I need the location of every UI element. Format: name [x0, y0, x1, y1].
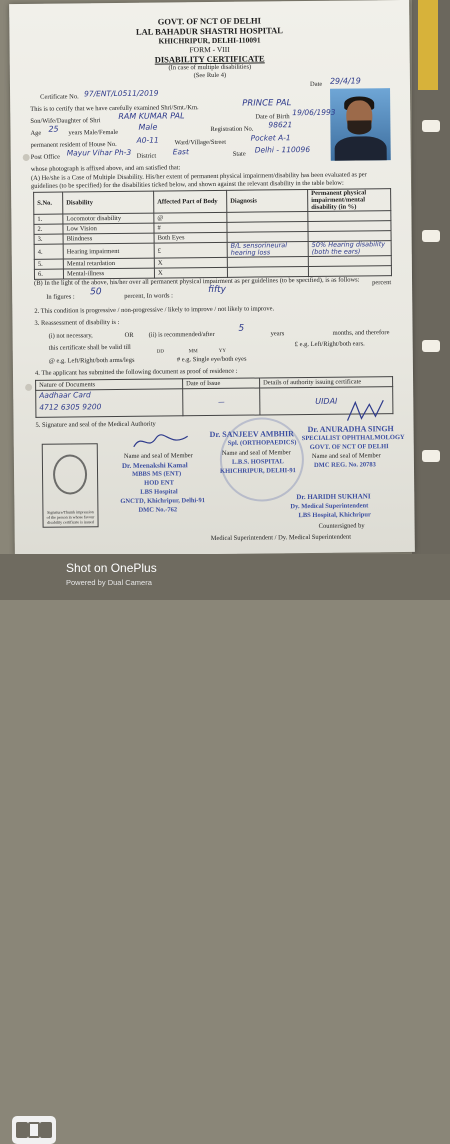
member1-signature [132, 430, 192, 453]
member1-address: GNCTD, Khichripur, Delhi-91 [120, 497, 206, 505]
table-header: Permanent physical impairment/mental disability (in %) [308, 189, 391, 212]
years-label: years [270, 330, 285, 338]
percent-label: percent [372, 279, 392, 287]
superintendent-role: Dy. Medical Superintendent [290, 502, 369, 511]
state-value: Delhi - 110096 [254, 144, 311, 155]
row-disability: Mental retardation [63, 258, 154, 269]
post-office-label: Post Office [30, 153, 61, 161]
clause-3-i: (i) not necessary, [48, 332, 93, 340]
certificate-title: DISABILITY CERTIFICATE [154, 53, 265, 65]
row-body-part: Both Eyes [154, 232, 227, 243]
binder-ring [422, 340, 440, 352]
row-number: 1. [34, 214, 63, 224]
clause-4: 4. The applicant has submitted the following document as proof of residence : [34, 367, 238, 377]
member1-name: Dr. Meenakshi Kamal [121, 461, 188, 470]
member3-speciality: SPECIALIST OPHTHALMOLOGY [301, 433, 405, 443]
signature-heading: 5. Signature and seal of the Medical Authority [35, 420, 156, 429]
hospital-seal [219, 417, 304, 502]
row-disability: Low Vision [63, 223, 154, 234]
disability-certificate [9, 0, 415, 556]
member3-dmc: DMC REG. No. 20783 [313, 461, 376, 469]
row-diagnosis: B/L sensorineural hearing loss [227, 241, 308, 257]
doc-issue-date: — [183, 388, 260, 416]
disability-table [33, 188, 392, 280]
registration-value: 98621 [268, 120, 293, 130]
row-diagnosis [227, 266, 308, 277]
gender-value: Male [138, 122, 158, 132]
state-label: State [232, 150, 246, 158]
hospital-name: LAL BAHADUR SHASTRI HOSPITAL [135, 25, 283, 37]
mm-label: MM [188, 349, 198, 355]
form-number: FORM - VIII [189, 44, 230, 55]
applicant-name: PRINCE PAL [242, 98, 292, 109]
clause-2: 2. This condition is progressive / non-progressive / likely to improve / not likely to improve. [34, 305, 275, 315]
binder-ring [422, 120, 440, 132]
binder-ring [422, 230, 440, 242]
ears-note: £ e.g. Left/Right/both ears. [294, 340, 365, 349]
thumbprint [53, 454, 87, 494]
post-office-value: Mayur Vihar Ph-3 [66, 147, 132, 158]
shot-on-text: Shot on OnePlus [66, 561, 157, 575]
row-number: 4. [34, 244, 63, 259]
certify-text: This is to certify that we have carefully examined Shri/Smt./Km. [30, 104, 199, 113]
oneplus-logo-icon [12, 1116, 56, 1144]
row-body-part: @ [154, 212, 227, 223]
row-body-part: X [154, 257, 227, 268]
registration-label: Registration No. [210, 125, 254, 134]
date-value: 29/4/19 [329, 76, 361, 86]
dob-label: Date of Birth [255, 113, 290, 121]
valid-till: this certificate shall be valid till [48, 343, 131, 352]
district-value: East [172, 147, 189, 157]
doc-nature-cell [36, 389, 183, 418]
figures-value: 50 [90, 287, 102, 298]
certificate-subtitle: (In case of multiple disabilities) [168, 63, 252, 72]
arms-legs-note: @ e.g. Left/Right/both arms/legs [48, 356, 135, 365]
row-body-part: X [154, 267, 227, 278]
residence-proof-table [35, 376, 393, 418]
clause-a: (A) He/she is a Case of Multiple Disability. His/her extent of permanent physical impairment/disability has been evaluated as per guidelines (to be specified) for the disabilities ticked below, and shown against the relevant disability in the table below: [30, 171, 367, 190]
member2-speciality: Spl. (ORTHOPAEDICS) [227, 439, 297, 447]
member2-name: Dr. SANJEEV AMBHIR [209, 429, 294, 440]
punch-hole [23, 154, 30, 161]
member2-label: Name and seal of Member [221, 449, 291, 457]
words-label: percent, In words : [124, 292, 173, 300]
row-number: 5. [34, 259, 63, 269]
member1-hospital: LBS Hospital [140, 488, 178, 496]
hospital-address: KHICHRIPUR, DELHI-110091 [158, 35, 261, 46]
gender-label: years Male/Female [68, 128, 119, 137]
binder-edge [412, 0, 450, 600]
doc-name: Aadhaar Card [39, 390, 91, 400]
doc-header: Date of Issue [183, 378, 260, 389]
reassess-years: 5 [238, 323, 245, 334]
father-name: RAM KUMAR PAL [118, 111, 185, 121]
table-header: S.No. [34, 192, 63, 214]
superintendent-name: Dr. HARIDH SUKHANI [296, 492, 371, 502]
member1-dmc: DMC No.-762 [138, 506, 178, 514]
binder-ring [422, 450, 440, 462]
figures-label: In figures : [46, 293, 75, 301]
months-label: months, and therefore [332, 329, 390, 337]
applicant-photo [330, 88, 391, 161]
age-value: 25 [48, 124, 59, 134]
powered-by-text: Powered by Dual Camera [66, 578, 152, 587]
row-disability: Hearing impairment [63, 243, 154, 259]
ward-label: Ward/Village/Street [174, 138, 227, 147]
table-header: Diagnosis [227, 189, 308, 212]
dob-value: 19/06/1993 [292, 107, 336, 118]
doc-header: Nature of Documents [36, 379, 183, 391]
punch-hole [25, 384, 32, 391]
table-header: Disability [63, 191, 154, 214]
photo-line: whose photograph is affixed above, and am satisfied that: [30, 164, 181, 173]
certificate-no-value: 97/ENT/L0511/2019 [84, 88, 159, 99]
row-number: 6. [34, 269, 63, 279]
eyes-note: # e.g. Single eye/both eyes [176, 355, 247, 364]
camera-watermark-bar [0, 554, 450, 600]
district-label: District [136, 152, 157, 160]
table-header-row [34, 189, 391, 215]
address-label: permanent resident of House No. [30, 140, 117, 149]
row-body-part: £ [154, 242, 227, 258]
thumb-caption: Signature/Thumb impression of the person in whose favour disability certificate is issued [46, 509, 95, 525]
yy-label: YY [218, 348, 227, 354]
doc-number: 4712 6305 9200 [39, 402, 102, 412]
son-of-label: Son/Wife/Daughter of Shri [30, 117, 101, 125]
clause-3: 3. Reassessment of disability is : [34, 318, 120, 327]
member1-label: Name and seal of Member [123, 452, 193, 460]
house-value: A0-11 [136, 135, 159, 145]
doc-header: Details of authority issuing certificate [260, 377, 393, 388]
row-number: 3. [34, 234, 63, 244]
row-body-part: # [154, 222, 227, 233]
member3-govt: GOVT. OF NCT OF DELHI [309, 443, 389, 451]
table-header: Affected Part of Body [154, 190, 227, 213]
row-disability: Blindness [63, 233, 154, 244]
member3-label: Name and seal of Member [311, 452, 381, 460]
member2-hospital: L.B.S. HOSPITAL [231, 458, 284, 466]
clause-3-or: OR [124, 331, 134, 339]
doc-row [36, 387, 393, 418]
rule-reference: (See Rule 4) [193, 71, 227, 80]
street-value: Pocket A-1 [250, 133, 291, 143]
certificate-no-label: Certificate No. [40, 93, 79, 101]
age-label: Age [30, 129, 42, 137]
row-percent [308, 266, 391, 277]
doc-authority: UIDAI [260, 387, 393, 415]
yellow-tab [418, 0, 438, 90]
member3-signature [343, 398, 387, 424]
clause-b: (B) In the light of the above, his/her over all permanent physical impairment as per guidelines (to be specified), is as follows: [34, 276, 360, 287]
row-percent: 50% Hearing disability (both the ears) [308, 241, 391, 257]
countersigned-label: Countersigned by [318, 522, 365, 530]
thumb-impression-box [42, 443, 99, 528]
words-value: fifty [208, 284, 227, 296]
govt-heading: GOVT. OF NCT OF DELHI [157, 15, 261, 27]
row-disability: Mental-illness [63, 268, 154, 279]
dd-label: DD [156, 349, 165, 355]
member2-address: KHICHRIPUR, DELHI-91 [219, 467, 296, 475]
clause-3-ii: (ii) is recommended/after [148, 330, 215, 339]
date-label: Date [309, 80, 323, 88]
member3-name: Dr. ANURADHA SINGH [307, 424, 394, 435]
row-disability: Locomotor disability [63, 213, 154, 224]
member1-role: HOD ENT [144, 479, 174, 487]
row-number: 2. [34, 224, 63, 234]
countersign-role: Medical Superintendent / Dy. Medical Superintendent [210, 533, 352, 543]
member1-degree: MBBS MS (ENT) [132, 470, 182, 478]
superintendent-hospital: LBS Hospital, Khichripur [298, 511, 371, 520]
